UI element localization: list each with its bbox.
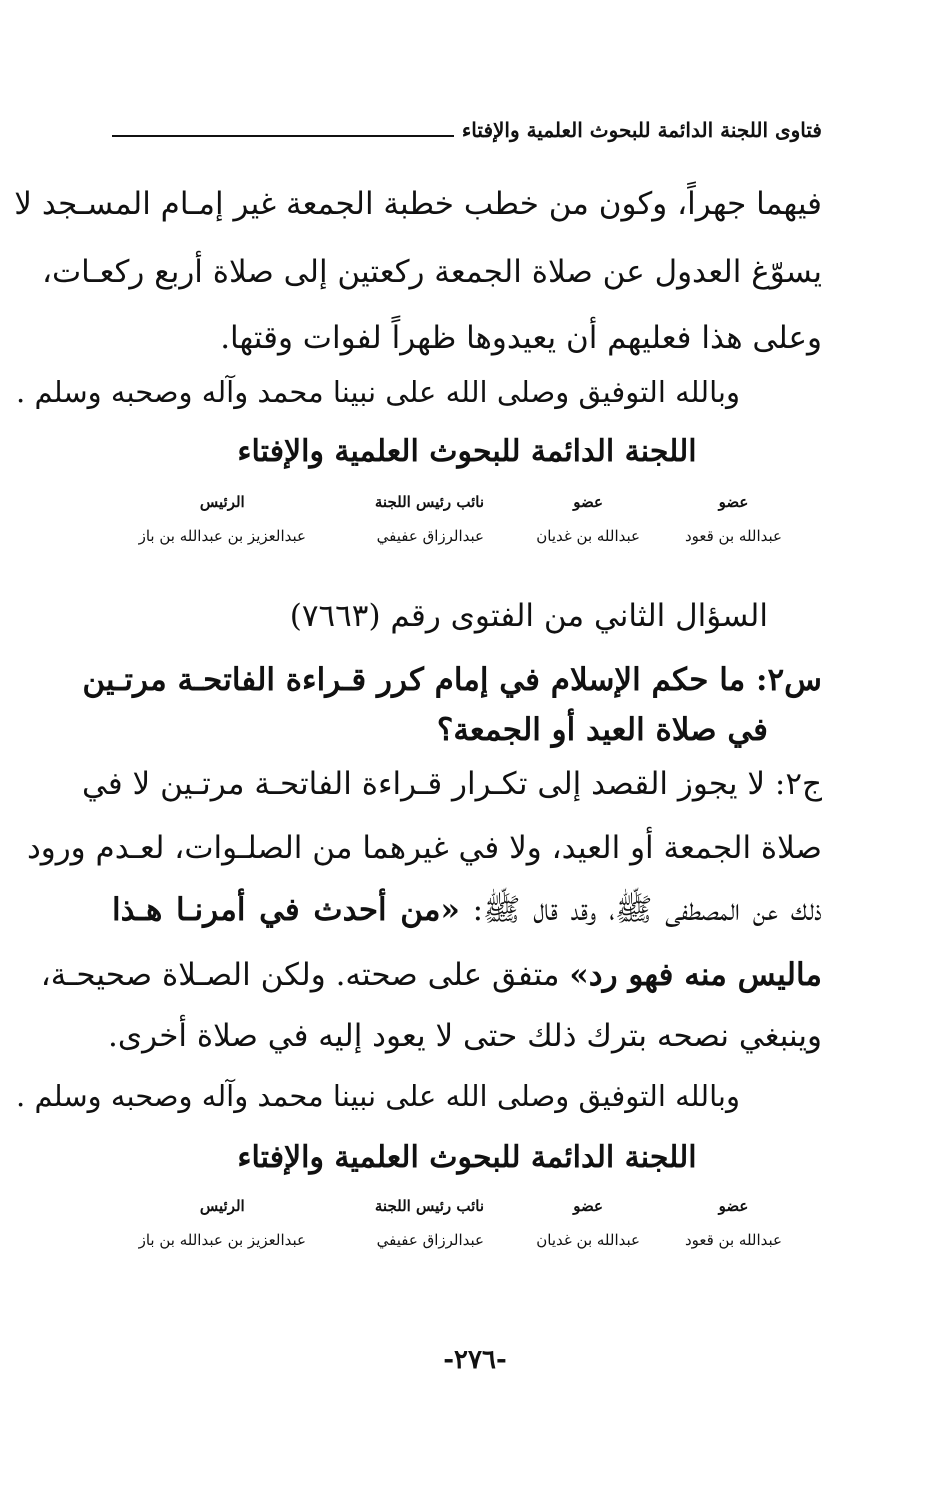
signature-role: الرئيس bbox=[199, 493, 245, 511]
answer-line-1: ج٢: لا يجوز القصد إلى تكـرار قـراءة الفاتحـة مرتـين لا في bbox=[82, 766, 822, 802]
signature-name: عبدالعزيز بن عبدالله بن باز bbox=[138, 1231, 306, 1249]
signature-member-1 bbox=[685, 1196, 782, 1250]
signature-member-1 bbox=[685, 492, 782, 546]
question-line-2: في صلاة العيد أو الجمعة؟ bbox=[436, 712, 768, 748]
fatwa1-line-3: وعلى هذا فعليهم أن يعيدوها ظهراً لفوات وقتها. bbox=[220, 320, 822, 356]
signature-name: عبدالله بن غديان bbox=[536, 527, 640, 545]
page-number: -٢٧٦- bbox=[443, 1345, 507, 1375]
hadith-quote: ماليس منه فهو رد» bbox=[569, 957, 822, 993]
signature-role: الرئيس bbox=[199, 1197, 245, 1215]
signature-name: عبدالله بن قعود bbox=[684, 1231, 782, 1249]
signature-role: عضو bbox=[573, 1197, 603, 1215]
signature-name: عبدالرزاق عفيفي bbox=[376, 527, 484, 545]
signature-member-2 bbox=[536, 492, 640, 546]
signature-member-3 bbox=[375, 492, 484, 546]
answer-line-5: وينبغي نصحه بترك ذلك حتى لا يعود إليه في صلاة أخرى. bbox=[108, 1018, 822, 1054]
closing-prayer-1: وبالله التوفيق وصلى الله على نبينا محمد وآله وصحبه وسلم . bbox=[16, 375, 740, 409]
running-header bbox=[112, 118, 822, 150]
committee-name-2: اللجنة الدائمة للبحوث العلمية والإفتاء bbox=[237, 1140, 697, 1175]
fatwa2-heading: السؤال الثاني من الفتوى رقم (٧٦٦٣) bbox=[289, 598, 768, 634]
hadith-quote: «من أحدث في أمرنـا هـذا bbox=[112, 892, 460, 928]
signature-name: عبدالله بن غديان bbox=[536, 1231, 640, 1249]
header-title: فتاوى اللجنة الدائمة للبحوث العلمية والإفتاء bbox=[454, 118, 822, 142]
signature-member-2 bbox=[536, 1196, 640, 1250]
signature-role: نائب رئيس اللجنة bbox=[374, 493, 484, 511]
answer-line-4: ماليس منه فهو رد» متفق على صحته. ولكن الصـلاة صحيحـة، bbox=[40, 957, 822, 993]
fatwa1-line-2: يسوّغ العدول عن صلاة الجمعة ركعتين إلى صلاة أربع ركعـات، bbox=[41, 254, 822, 290]
signature-member-3 bbox=[375, 1196, 484, 1250]
signature-role: عضو bbox=[718, 493, 749, 511]
closing-prayer-2: وبالله التوفيق وصلى الله على نبينا محمد وآله وصحبه وسلم . bbox=[16, 1079, 740, 1113]
signature-name: عبدالعزيز بن عبدالله بن باز bbox=[138, 527, 306, 545]
answer-line-2: صلاة الجمعة أو العيد، ولا في غيرهما من الصلـوات، لعـدم ورود bbox=[26, 830, 822, 866]
signature-name: عبدالرزاق عفيفي bbox=[376, 1231, 484, 1249]
signature-role: عضو bbox=[573, 493, 603, 511]
signature-member-4 bbox=[139, 1196, 306, 1250]
question-line-1: س٢: ما حكم الإسلام في إمام كرر قـراءة الفاتحـة مرتـين bbox=[82, 662, 822, 698]
signature-role: عضو bbox=[718, 1197, 749, 1215]
signature-name: عبدالله بن قعود bbox=[684, 527, 782, 545]
answer-line-3: ذلك عن المصطفى ﷺ، وقد قال ﷺ: «من أحدث في أمرنـا هـذا bbox=[112, 892, 822, 928]
committee-name-1: اللجنة الدائمة للبحوث العلمية والإفتاء bbox=[237, 434, 697, 469]
fatwa1-line-1: فيهما جهراً، وكون من خطب خطبة الجمعة غير إمـام المسـجد لا bbox=[14, 186, 822, 222]
signature-member-4 bbox=[139, 492, 306, 546]
signature-role: نائب رئيس اللجنة bbox=[374, 1197, 484, 1215]
